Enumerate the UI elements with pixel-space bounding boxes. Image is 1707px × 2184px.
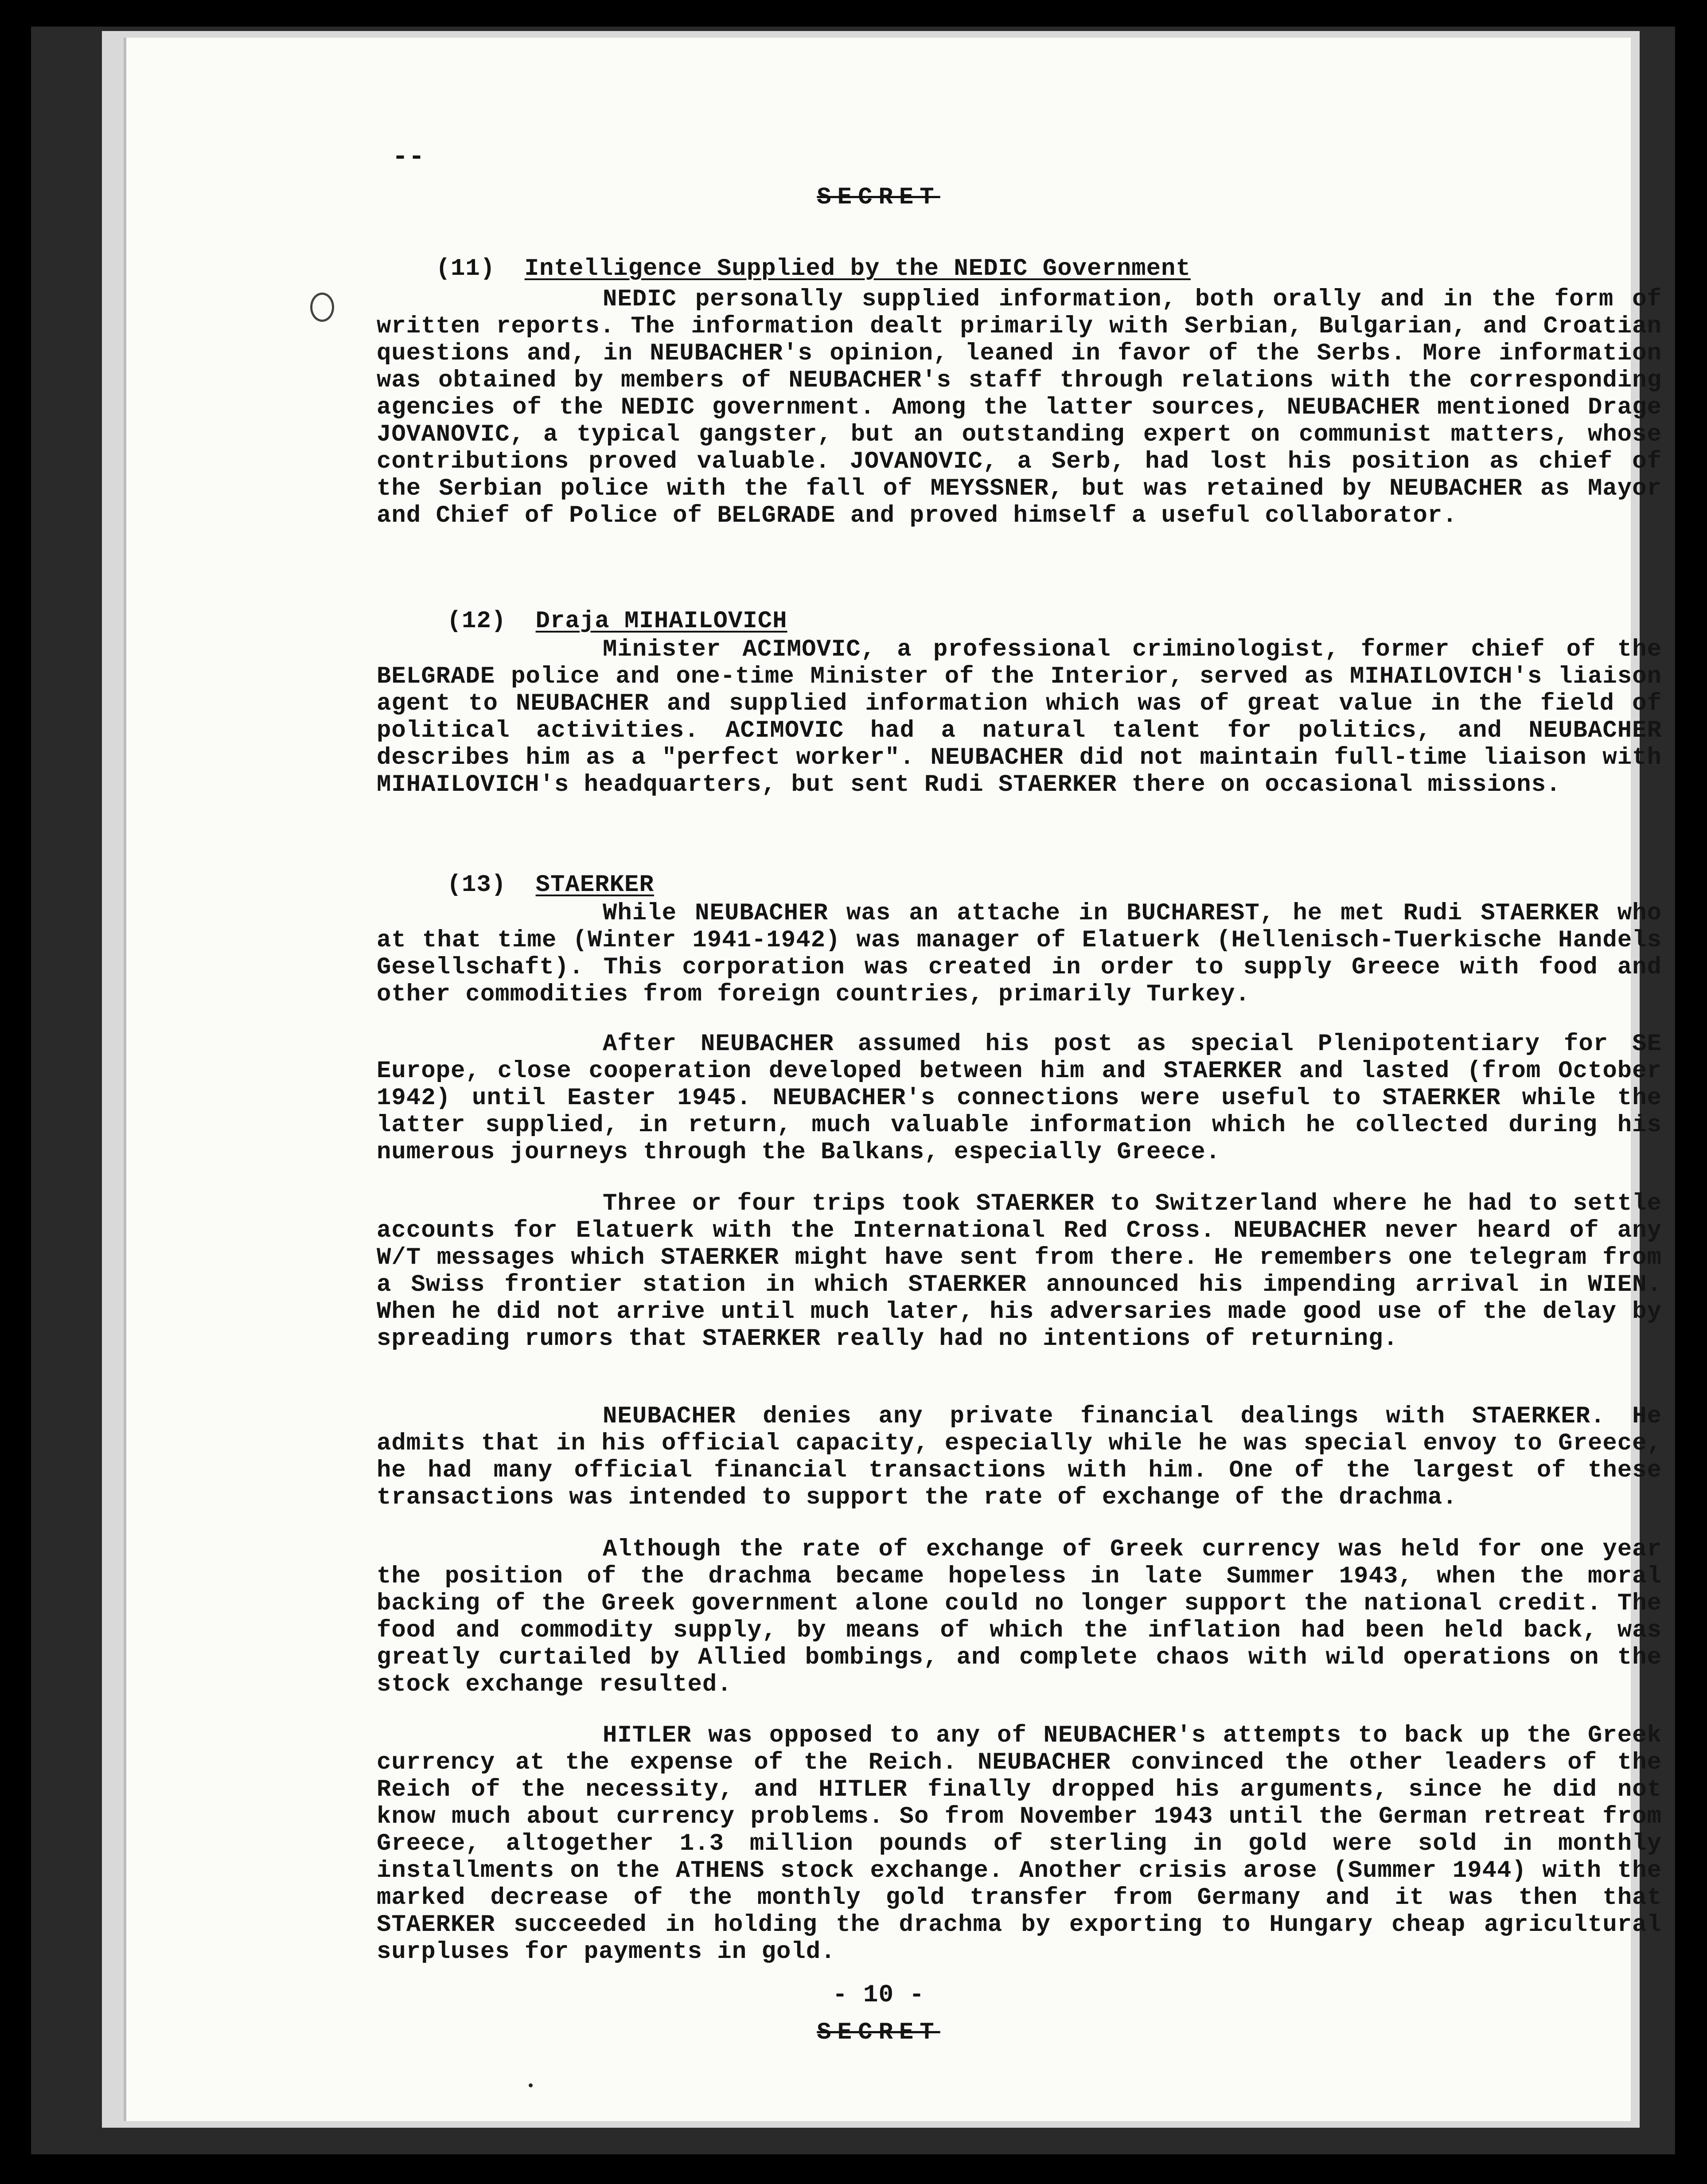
classification-footer: [126, 2019, 1631, 2046]
paragraph: Although the rate of exchange of Greek currency was held for one year the position of the drachma became hopeless in late Summer 1943, when the moral backing of the Greek government alone could no longer support the national credit. The food and commodity supply, by means of which the inflation had been held back, was greatly curtailed by Allied bombings, and complete chaos with wild operations on the stock exchange resulted.: [377, 1536, 1662, 1698]
paragraph: Three or four trips took STAERKER to Switzerland where he had to settle accounts for Elatuerk with the International Red Cross. NEUBACHER never heard of any W/T messages which STAERKER might have sent from there. He remembers one telegram from a Swiss frontier station in which STAERKER announced his impending arrival in WIEN. When he did not arrive until much later, his adversaries made good use of the delay by spreading rumors that STAERKER really had no intentions of returning.: [377, 1190, 1662, 1352]
classification-header: [126, 184, 1631, 211]
paragraph: NEUBACHER denies any private financial dealings with STAERKER. He admits that in his official capacity, especially while he was special envoy to Greece, he had many official financial transactions with him. One of the largest of these transactions was intended to support the rate of exchange of the drachma.: [377, 1403, 1662, 1511]
classification-footer-text: SECRET: [817, 2019, 940, 2046]
paragraph: After NEUBACHER assumed his post as special Plenipotentiary for SE Europe, close cooperation developed between him and STAERKER and lasted (from October 1942) until Easter 1945. NEUBACHER's connections were useful to STAERKER while the latter supplied, in return, much valuable information which he collected during his numerous journeys through the Balkans, especially Greece.: [377, 1031, 1662, 1166]
section-title: STAERKER: [535, 871, 654, 899]
section-number: (12): [447, 608, 507, 635]
classification-header-text: SECRET: [817, 184, 940, 211]
scan-speck: [529, 2083, 533, 2087]
page-number: - 10 -: [832, 1981, 925, 2009]
paragraph: While NEUBACHER was an attache in BUCHAREST, he met Rudi STAERKER who at that time (Winter 1941-1942) was manager of Elatuerk (Hellenisch-Tuerkische Handels Gesellschaft). This corporation was created in order to supply Greece with food and other commodities from foreign countries, primarily Turkey.: [377, 900, 1662, 1008]
document-page: [126, 38, 1662, 2121]
paragraph: HITLER was opposed to any of NEUBACHER's attempts to back up the Greek currency at the expense of the Reich. NEUBACHER convinced the other leaders of the Reich of the necessity, and HITLER finally dropped his arguments, since he did not know much about currency problems. So from November 1943 until the German retreat from Greece, altogether 1.3 million pounds of sterling in gold were sold in monthly installments on the ATHENS stock exchange. Another crisis arose (Summer 1944) with the marked decrease of the monthly gold transfer from Germany and it was then that STAERKER succeeded in holding the drachma by exporting to Hungary cheap agricultural surpluses for payments in gold.: [377, 1722, 1662, 1965]
margin-punch-mark: [310, 293, 334, 322]
section-number: (11): [436, 255, 495, 282]
section-title: Intelligence Supplied by the NEDIC Government: [524, 255, 1191, 282]
paragraph: NEDIC personally supplied information, both orally and in the form of written reports. The information dealt primarily with Serbian, Bulgarian, and Croatian questions and, in NEUBACHER's opinion, leaned in favor of the Serbs. More information was obtained by members of NEUBACHER's staff through relations with the corresponding agencies of the NEDIC government. Among the latter sources, NEUBACHER mentioned Drage JOVANOVIC, a typical gangster, but an outstanding expert on communist matters, whose contributions proved valuable. JOVANOVIC, a Serb, had lost his position as chief of the Serbian police with the fall of MEYSSNER, but was retained by NEUBACHER as Mayor and Chief of Police of BELGRADE and proved himself a useful collaborator.: [377, 286, 1662, 529]
header-dash: --: [392, 142, 425, 172]
paragraph: Minister ACIMOVIC, a professional criminologist, former chief of the BELGRADE police and one-time Minister of the Interior, served as MIHAILOVICH's liaison agent to NEUBACHER and supplied information which was of great value in the field of political activities. ACIMOVIC had a natural talent for politics, and NEUBACHER describes him as a "perfect worker". NEUBACHER did not maintain full-time liaison with MIHAILOVICH's headquarters, but sent Rudi STAERKER there on occasional missions.: [377, 636, 1662, 798]
section-number: (13): [447, 871, 507, 899]
section-title: Draja MIHAILOVICH: [535, 608, 787, 635]
